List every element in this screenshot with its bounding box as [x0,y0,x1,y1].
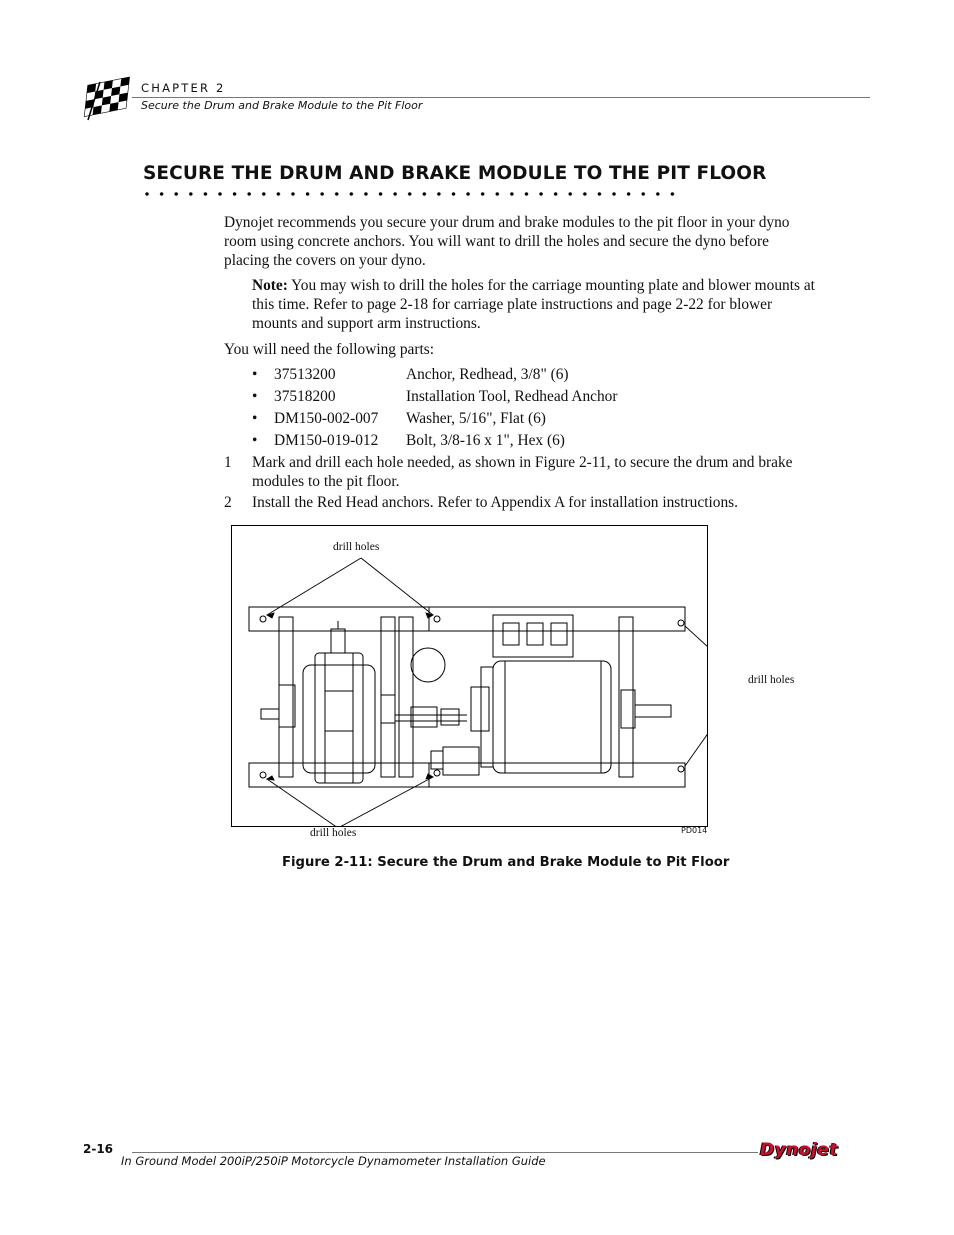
chapter-label: CHAPTER 2 [141,81,226,95]
note-text: You may wish to drill the holes for the carriage mounting plate and blower mounts at this time. Refer to page 2-18 for carriage plate instructions and page 2-22 for blower mounts and support arm instructions. [252,277,815,332]
part-number: DM150-002-007 [274,410,379,427]
step-number: 2 [224,494,232,511]
bullet-icon: • [252,366,258,383]
footer-divider [132,1152,758,1153]
header-divider [132,97,870,98]
drum-brake-module-diagram [231,525,707,826]
step-text: Install the Red Head anchors. Refer to Appendix A for installation instructions. [252,494,738,511]
section-title: SECURE THE DRUM AND BRAKE MODULE TO THE PIT FLOOR [143,163,767,184]
drill-holes-label-right: drill holes [748,674,795,686]
dynojet-logo: Dynojet [760,1140,838,1160]
note-paragraph [252,276,817,333]
page-number: 2-16 [83,1142,114,1156]
chapter-subtitle: Secure the Drum and Brake Module to the Pit Floor [141,99,423,112]
footer-title: In Ground Model 200iP/250iP Motorcycle Dynamometer Installation Guide [121,1154,546,1168]
part-number: 37513200 [274,366,336,383]
part-description: Washer, 5/16", Flat (6) [406,410,546,427]
parts-intro: You will need the following parts: [224,341,435,358]
part-number: 37518200 [274,388,336,405]
checkered-flag-icon [80,76,136,122]
step-number: 1 [224,454,232,471]
figure-caption: Figure 2-11: Secure the Drum and Brake Module to Pit Floor [282,855,730,870]
bullet-icon: • [252,432,258,449]
intro-paragraph: Dynojet recommends you secure your drum and brake modules to the pit floor in your dyno room using concrete anchors. You will want to drill the holes and secure the dyno before placing the covers on your dyno. [224,214,790,269]
bullet-icon: • [252,410,258,427]
part-number: DM150-019-012 [274,432,379,449]
note-label: Note: [252,277,288,294]
part-description: Bolt, 3/8-16 x 1", Hex (6) [406,432,565,449]
bullet-icon: • [252,388,258,405]
drill-holes-label-bottom: drill holes [310,827,357,839]
part-description: Installation Tool, Redhead Anchor [406,388,618,405]
drill-holes-label-top: drill holes [333,541,380,553]
step-text: Mark and drill each hole needed, as shown in Figure 2-11, to secure the drum and brake modules to the pit floor. [252,454,793,490]
title-dotted-rule [145,192,685,196]
figure-code: PD014 [681,826,708,835]
part-description: Anchor, Redhead, 3/8" (6) [406,366,569,383]
